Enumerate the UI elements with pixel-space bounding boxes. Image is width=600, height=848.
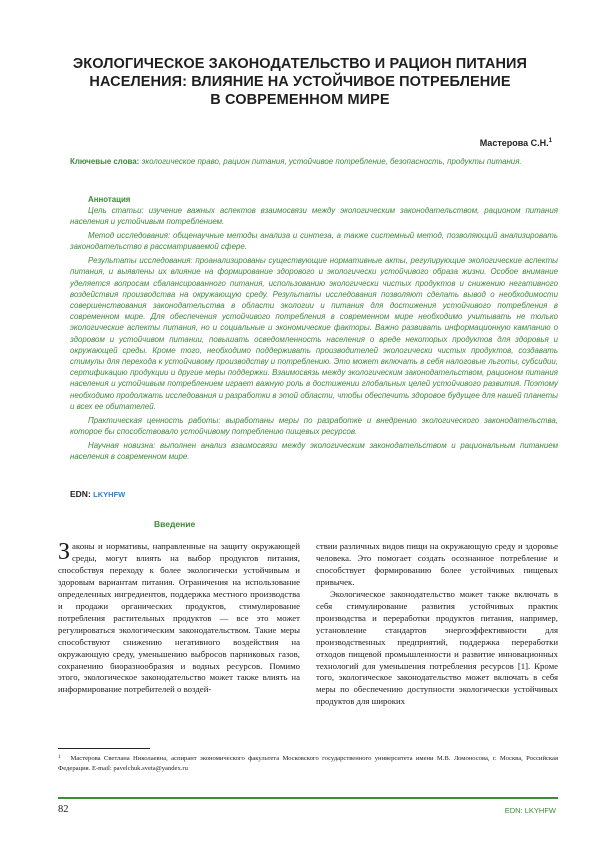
abstract-results: Результаты исследования: проанализированы существующие нормативные акты, регулирующие экологические аспекты питания, и выявлены их влияние на формирование здорового и экологически устойчивого образа жизни. Особое внимание уделяется вопросам сбалансированного питания, использованию экологически чистых продуктов и снижению негативного воздействия производства на окружающую среду. Результаты исследования позволяют сделать вывод о необходимости совершенствования законодательства в области экологии и питания для достижения устойчивого потребления в современном мире. Для обеспечения устойчивого потребления в современном мире необходимо учитывать не только экологические аспекты питания, но и социальные и экономические факторы. Важно развивать информационную кампанию о здоровом и устойчивом питании, повышать осведомленность населения о вреде некоторых продуктов для здоровья и окружающей среды. Кроме того, необходимо поддерживать производителей экологически чистых продуктов, создавать стимулы для перехода к устойчивому производству и потреблению. Это может включать в себя налоговые льготы, субсидии, сертификацию продукции и другие меры поддержки. Взаимосвязь между экологическим законодательством, рационом питания населения и устойчивым потреблением играет важную роль в достижении глобальных целей устойчивого развития. Поэтому необходимо продолжать исследования и разработки в этой области, чтобы обеспечить здоровое будущее для нашей планеты и всех ее обитателей. bbox=[70, 256, 558, 411]
body-paragraph: Экологическое законодательство может также включать в себя стимулирование развития устойчивых практик производства и переработки продуктов питания, например, установление стандартов энергоэффективности для производственных предприятий, поддержка переработки отходов пищевой промышленности и развитие инновационных технологий для уменьшения потребления ресурсов [1]. Кроме того, экологическое законодательство может включать в себя меры по обеспечению доступности экологически устойчивых продуктов для широких bbox=[316, 588, 558, 707]
section-heading-introduction: Введение bbox=[154, 519, 196, 529]
page-number: 82 bbox=[58, 804, 69, 815]
keywords-text: экологическое право, рацион питания, устойчивое потребление, безопасность, продукты питания. bbox=[141, 157, 522, 166]
author-line bbox=[480, 138, 552, 148]
abstract-novelty: Научная новизна: выполнен анализ взаимосвязи между экологическим законодательством и рациональным питанием населения в современном мире. bbox=[70, 440, 558, 461]
body-column-right bbox=[316, 541, 558, 708]
edn-line bbox=[70, 489, 125, 499]
author-footnote-mark: 1 bbox=[548, 138, 552, 144]
footnote-divider bbox=[58, 748, 150, 749]
title-line-1: ЭКОЛОГИЧЕСКОЕ ЗАКОНОДАТЕЛЬСТВО И РАЦИОН ПИТАНИЯ bbox=[72, 56, 528, 72]
keywords-block bbox=[70, 156, 558, 167]
body-text-left: аконы и нормативы, направленные на защиту окружающей среды, могут влиять на выбор продуктов питания, способствуя переходу к более экологически устойчивым и здоровым вариантам питания. Ограничения на использование определенных ингредиентов, поддержка местного производства и продажи органических продуктов, стимулирование потребления растительных продуктов — все это может регулироваться экологическим законодательством. Такие меры способствуют снижению негативного воздействия на окружающую среду, уменьшению выбросов парниковых газов, сохранению биоразнообразия и водных ресурсов. Помимо этого, экологическое законодательство может также влиять на информирование потребителей о воздей- bbox=[58, 541, 300, 695]
footnote-mark: 1 bbox=[58, 755, 61, 760]
body-column-left bbox=[58, 541, 300, 696]
author-name: Мастерова С.Н. bbox=[479, 138, 549, 148]
abstract-heading: Аннотация bbox=[88, 195, 131, 204]
body-paragraph bbox=[58, 541, 300, 696]
abstract-practical-value: Практическая ценность работы: выработаны меры по разработке и внедрению экологического законодательства, которое бы способствовало устойчивому потреблению пищевых ресурсов. bbox=[70, 415, 558, 436]
footer-edn: EDN: LKYHFW bbox=[504, 806, 556, 815]
footer-divider bbox=[58, 797, 558, 799]
abstract-method: Метод исследования: общенаучные методы анализа и синтеза, а также системный метод, позволяющий анализировать законодательство в рассматриваемой сфере. bbox=[70, 231, 558, 252]
abstract-goal: Цель статьи: изучение важных аспектов взаимосвязи между экологическим законодательством, рационом питания населения и устойчивым потреблением. bbox=[70, 206, 558, 227]
article-title bbox=[60, 55, 540, 109]
title-line-2: НАСЕЛЕНИЯ: ВЛИЯНИЕ НА УСТОЙЧИВОЕ ПОТРЕБЛЕНИЕ bbox=[89, 74, 511, 90]
keywords-label: Ключевые слова: bbox=[70, 157, 140, 166]
edn-label: EDN: bbox=[70, 489, 91, 499]
drop-cap: З bbox=[58, 539, 71, 565]
abstract-block bbox=[70, 194, 558, 465]
title-line-3: В СОВРЕМЕННОМ МИРЕ bbox=[210, 92, 390, 108]
footnote-text: Мастерова Светлана Николаевна, аспирант экономического факультета Московского государственного университета имени М.В. Ломоносова, г. Москва, Российская Федерация. E-mail: pavelchuk.sveta@yandex.ru bbox=[58, 755, 558, 772]
footnote bbox=[58, 753, 558, 774]
edn-code: LKYHFW bbox=[93, 490, 126, 499]
body-paragraph-continued: ствии различных видов пищи на окружающую среду и здоровье человека. Это помогает создать осознанное потребление и способствует формированию более устойчивых пищевых привычек. bbox=[316, 541, 558, 587]
